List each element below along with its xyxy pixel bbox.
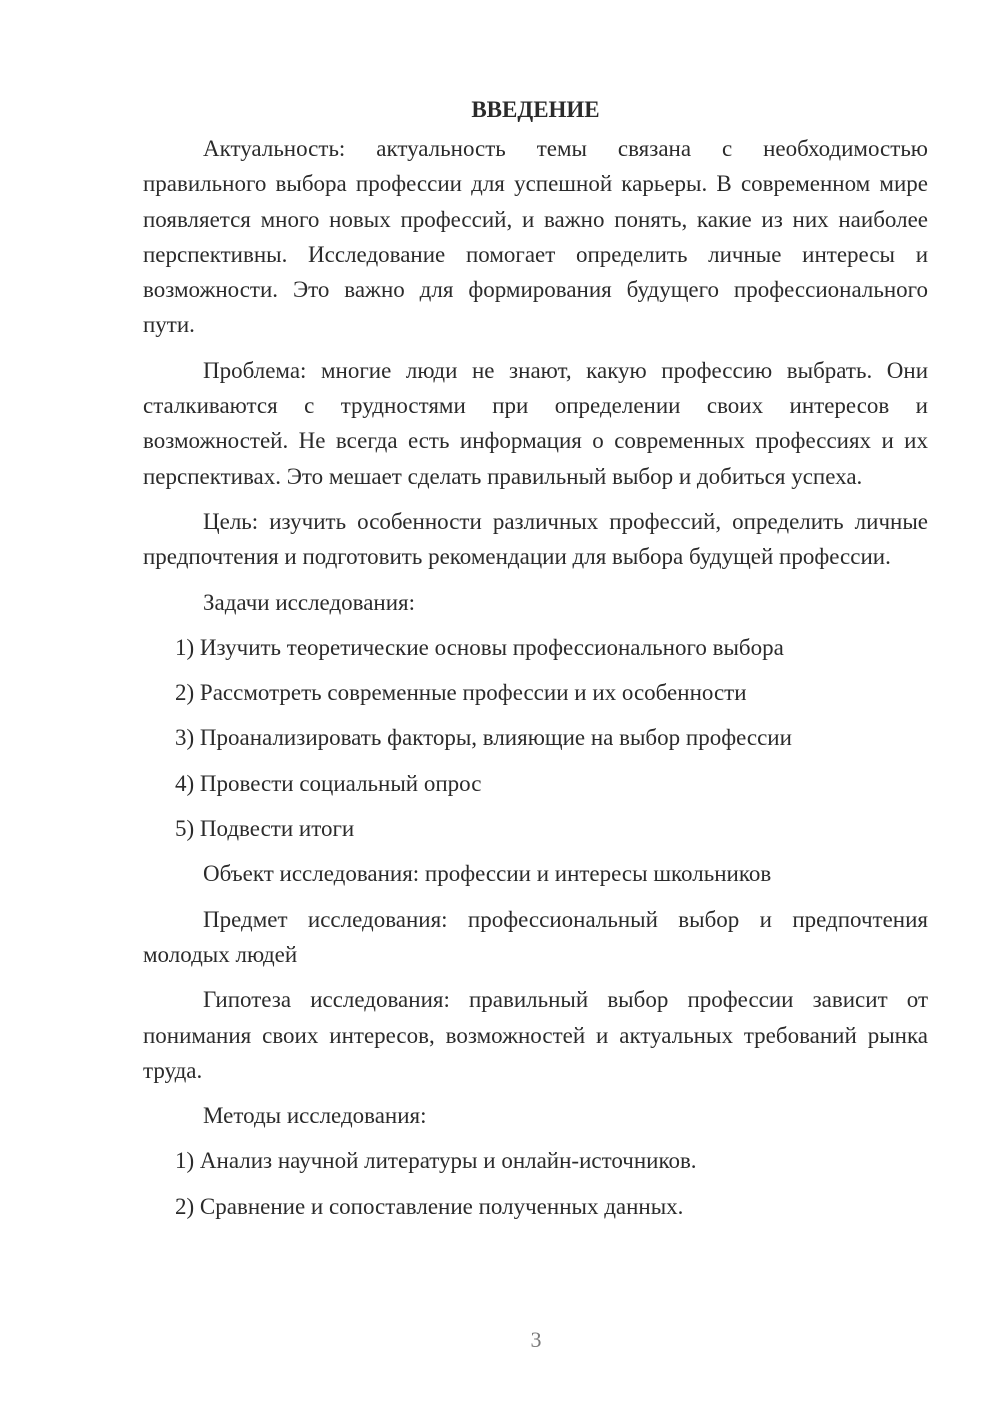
- relevance-paragraph: Актуальность: актуальность темы связана с необходимостью правильного выбора профессии для успешной карьеры. В современном мире появляется много новых профессий, и важно понять, какие из них наиболее перспективны. Исследование помогает определить личные интересы и возможности. Это важно для формирования будущего профессионального пути.: [143, 136, 928, 338]
- object-paragraph: Объект исследования: профессии и интересы школьников: [203, 861, 772, 887]
- list-item: 1) Изучить теоретические основы профессионального выбора: [175, 634, 784, 660]
- list-item: 2) Сравнение и сопоставление полученных данных.: [175, 1193, 684, 1219]
- hypothesis-paragraph: Гипотеза исследования: правильный выбор профессии зависит от понимания своих интересов, возможностей и актуальных требований рынка труда.: [143, 987, 928, 1083]
- tasks-heading: Задачи исследования:: [203, 589, 416, 615]
- list-item: 1) Анализ научной литературы и онлайн-источников.: [175, 1148, 697, 1174]
- methods-heading: Методы исследования:: [203, 1103, 427, 1129]
- list-item: 3) Проанализировать факторы, влияющие на выбор профессии: [175, 725, 792, 751]
- page-title: ВВЕДЕНИЕ: [471, 97, 600, 122]
- problem-paragraph: Проблема: многие люди не знают, какую профессию выбрать. Они сталкиваются с трудностями при определении своих интересов и возможностей. Не всегда есть информация о современных профессиях и их перспективах. Это мешает сделать правильный выбор и добиться успеха.: [143, 357, 928, 489]
- document-page: [143, 92, 928, 1234]
- page-number: 3: [530, 1327, 542, 1352]
- list-item: 5) Подвести итоги: [175, 816, 355, 842]
- list-item: 2) Рассмотреть современные профессии и их особенности: [175, 680, 747, 706]
- tasks-list: [143, 630, 928, 846]
- list-item: 4) Провести социальный опрос: [175, 770, 482, 796]
- methods-list: [143, 1143, 928, 1224]
- goal-paragraph: Цель: изучить особенности различных профессий, определить личные предпочтения и подготовить рекомендации для выбора будущей профессии.: [143, 508, 928, 570]
- subject-paragraph: Предмет исследования: профессиональный выбор и предпочтения молодых людей: [143, 906, 928, 967]
